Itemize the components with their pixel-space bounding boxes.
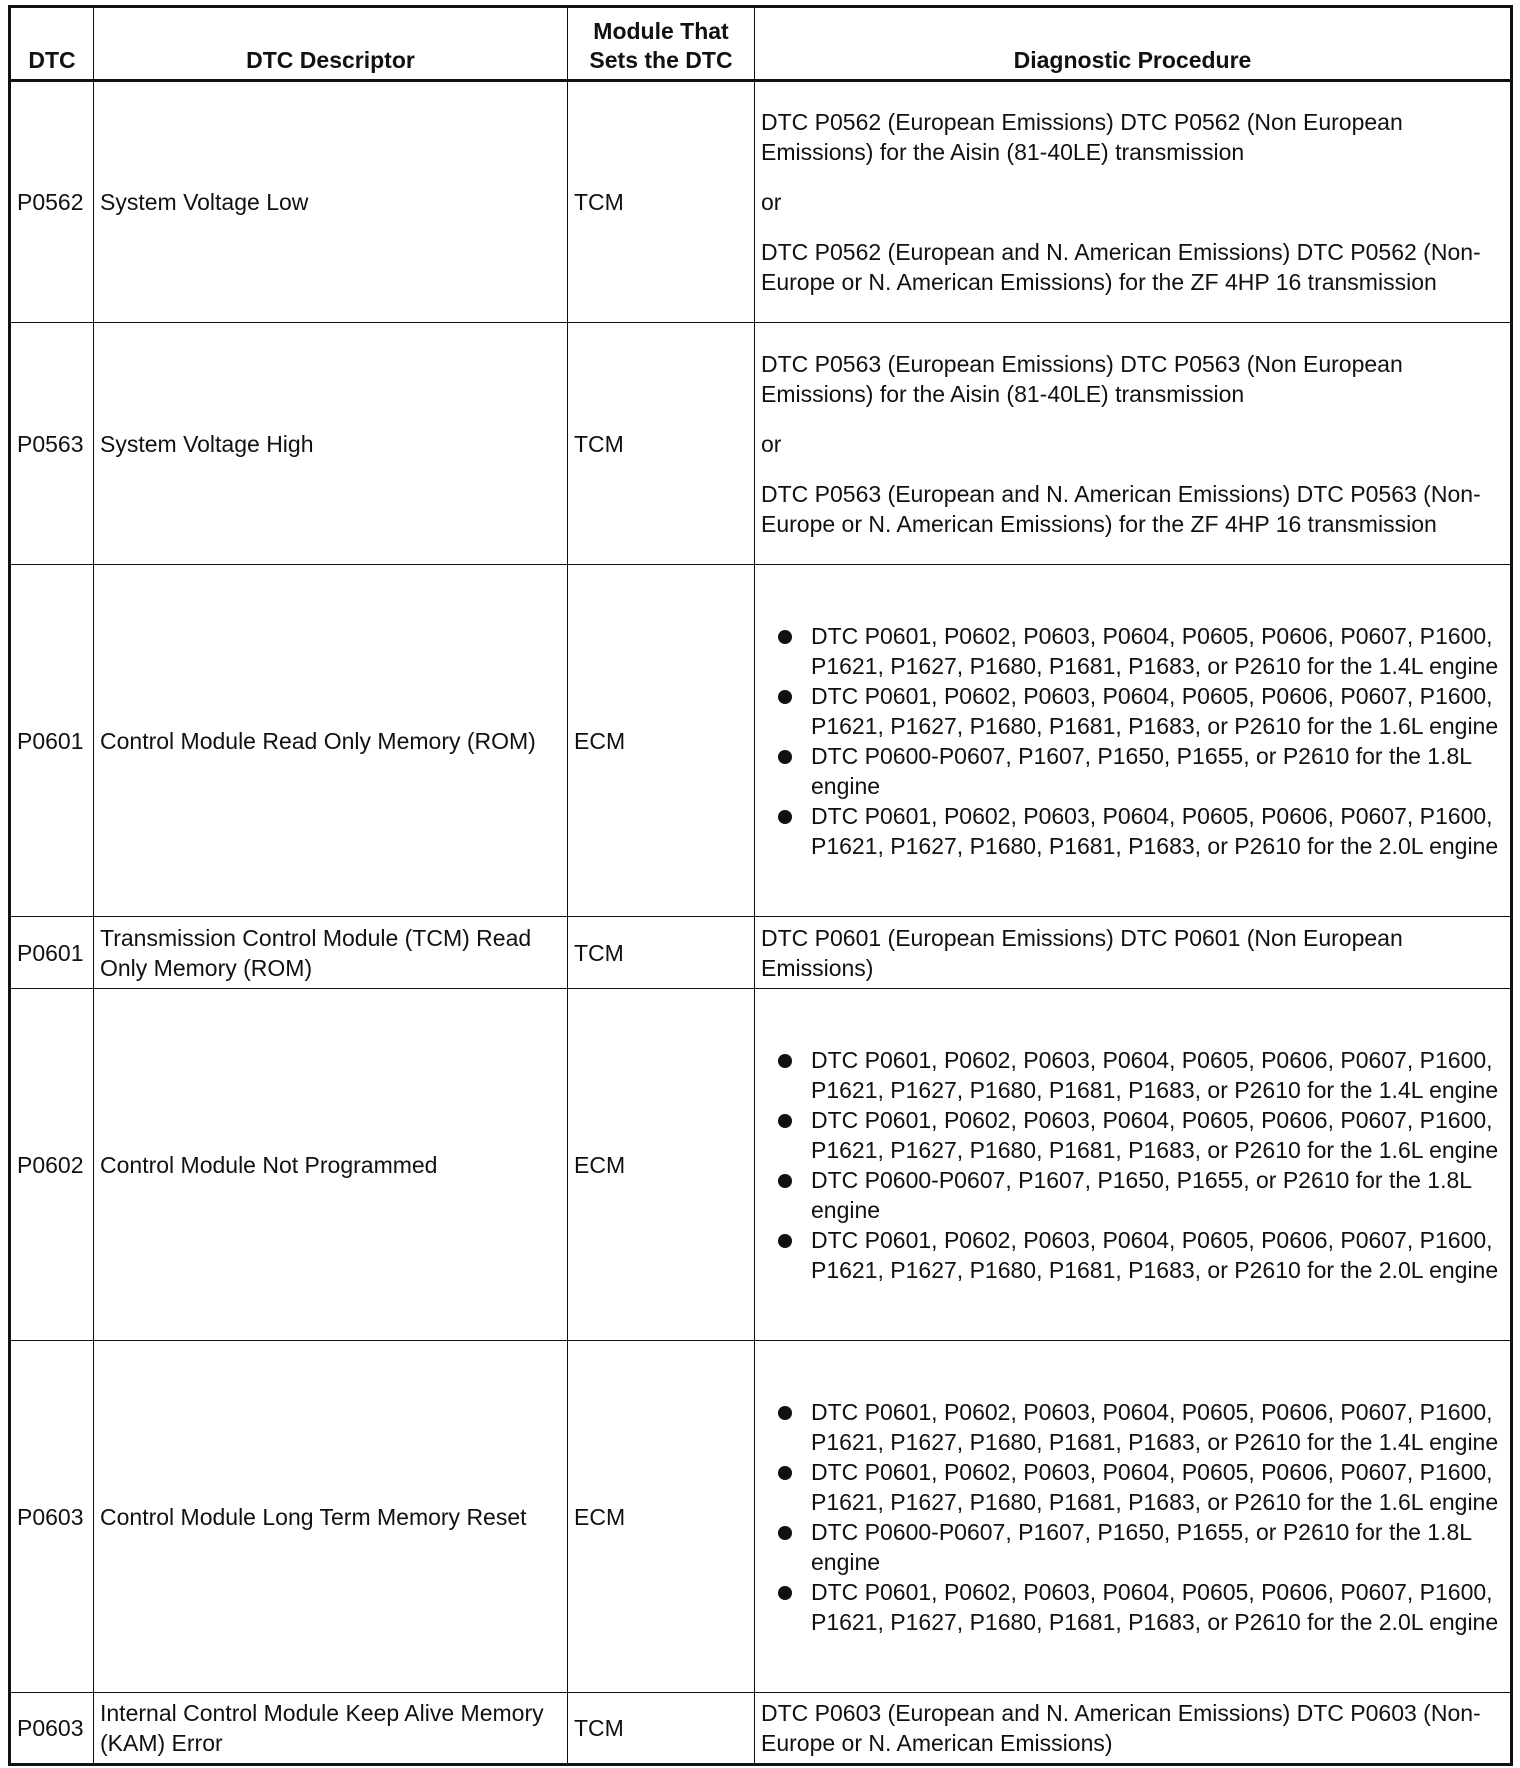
bullet-icon [778, 630, 792, 644]
procedure-list-item[interactable] [761, 1397, 1504, 1457]
dtc-descriptor: Control Module Not Programmed [94, 989, 568, 1341]
dtc-code: P0562 [10, 81, 94, 323]
procedure-list-item[interactable] [761, 1577, 1504, 1637]
procedure-link[interactable]: DTC P0601 (European Emissions) DTC P0601 (Non European Emissions) [761, 924, 1403, 981]
procedure-list-item[interactable] [761, 1225, 1504, 1285]
diagnostic-procedure [755, 917, 1512, 989]
table-row [10, 565, 1512, 917]
dtc-table [8, 5, 1513, 1766]
dtc-code: P0601 [10, 565, 94, 917]
header-dtc: DTC [10, 7, 94, 81]
header-row [10, 7, 1512, 81]
procedure-list-item[interactable] [761, 741, 1504, 801]
procedure-list-item[interactable] [761, 681, 1504, 741]
diagnostic-procedure [755, 1341, 1512, 1693]
module-name: ECM [568, 1341, 755, 1693]
module-name: ECM [568, 989, 755, 1341]
procedure-link[interactable]: DTC P0600-P0607, P1607, P1650, P1655, or P2610 for the 1.8L engine [811, 1518, 1472, 1575]
procedure-list-item[interactable] [761, 621, 1504, 681]
dtc-descriptor: Transmission Control Module (TCM) Read Only Memory (ROM) [94, 917, 568, 989]
diagnostic-procedure [755, 565, 1512, 917]
procedure-list-item[interactable] [761, 1517, 1504, 1577]
dtc-code: P0601 [10, 917, 94, 989]
dtc-descriptor: System Voltage Low [94, 81, 568, 323]
header-module-line1: Module That [593, 18, 729, 44]
table-row [10, 81, 1512, 323]
table-row [10, 917, 1512, 989]
bullet-icon [778, 1466, 792, 1480]
module-name: TCM [568, 323, 755, 565]
procedure-link[interactable]: DTC P0601, P0602, P0603, P0604, P0605, P0606, P0607, P1600, P1621, P1627, P1680, P1681, P1683, or P2610 for the 1.6L engine [811, 1106, 1499, 1163]
procedure-list-item[interactable] [761, 1105, 1504, 1165]
procedure-link[interactable]: DTC P0600-P0607, P1607, P1650, P1655, or P2610 for the 1.8L engine [811, 1166, 1472, 1223]
procedure-list [761, 1045, 1504, 1285]
procedure-link[interactable]: DTC P0601, P0602, P0603, P0604, P0605, P0606, P0607, P1600, P1621, P1627, P1680, P1681, P1683, or P2610 for the 1.6L engine [811, 1458, 1499, 1515]
dtc-descriptor: Control Module Read Only Memory (ROM) [94, 565, 568, 917]
diagnostic-procedure [755, 81, 1512, 323]
header-module-line2: Sets the DTC [589, 47, 733, 73]
procedure-link[interactable]: DTC P0600-P0607, P1607, P1650, P1655, or P2610 for the 1.8L engine [811, 742, 1472, 799]
dtc-code: P0563 [10, 323, 94, 565]
dtc-descriptor: System Voltage High [94, 323, 568, 565]
procedure-link[interactable]: DTC P0563 (European and N. American Emissions) DTC P0563 (Non-Europe or N. American Emissions) for the ZF 4HP 16 transmission [761, 480, 1481, 537]
module-name: TCM [568, 1693, 755, 1765]
header-descriptor: DTC Descriptor [94, 7, 568, 81]
dtc-descriptor: Control Module Long Term Memory Reset [94, 1341, 568, 1693]
table-row [10, 1341, 1512, 1693]
procedure-or: or [761, 189, 782, 215]
procedure-list [761, 621, 1504, 861]
module-name: TCM [568, 917, 755, 989]
module-name: TCM [568, 81, 755, 323]
diagnostic-procedure [755, 1693, 1512, 1765]
procedure-list-item[interactable] [761, 801, 1504, 861]
procedure-link[interactable]: DTC P0601, P0602, P0603, P0604, P0605, P0606, P0607, P1600, P1621, P1627, P1680, P1681, P1683, or P2610 for the 1.6L engine [811, 682, 1499, 739]
header-procedure: Diagnostic Procedure [755, 7, 1512, 81]
procedure-list-item[interactable] [761, 1045, 1504, 1105]
table-row [10, 1693, 1512, 1765]
procedure-link[interactable]: DTC P0601, P0602, P0603, P0604, P0605, P0606, P0607, P1600, P1621, P1627, P1680, P1681, P1683, or P2610 for the 2.0L engine [811, 1578, 1499, 1635]
bullet-icon [778, 690, 792, 704]
diagnostic-procedure [755, 323, 1512, 565]
bullet-icon [778, 1174, 792, 1188]
bullet-icon [778, 1526, 792, 1540]
procedure-list-item[interactable] [761, 1457, 1504, 1517]
dtc-code: P0603 [10, 1693, 94, 1765]
procedure-link[interactable]: DTC P0601, P0602, P0603, P0604, P0605, P0606, P0607, P1600, P1621, P1627, P1680, P1681, P1683, or P2610 for the 1.4L engine [811, 622, 1499, 679]
procedure-or: or [761, 430, 782, 457]
dtc-code: P0602 [10, 989, 94, 1341]
procedure-link[interactable]: DTC P0562 (European Emissions) DTC P0562 (Non European Emissions) for the Aisin (81-40LE) transmission [761, 109, 1403, 165]
bullet-icon [778, 1586, 792, 1600]
procedure-list-item[interactable] [761, 1165, 1504, 1225]
procedure-link[interactable]: DTC P0603 (European and N. American Emissions) DTC P0603 (Non-Europe or N. American Emissions) [761, 1700, 1481, 1756]
module-name: ECM [568, 565, 755, 917]
dtc-code: P0603 [10, 1341, 94, 1693]
diagnostic-procedure [755, 989, 1512, 1341]
table-row [10, 323, 1512, 565]
procedure-list [761, 1397, 1504, 1637]
table-row [10, 989, 1512, 1341]
procedure-link[interactable]: DTC P0601, P0602, P0603, P0604, P0605, P0606, P0607, P1600, P1621, P1627, P1680, P1681, P1683, or P2610 for the 1.4L engine [811, 1046, 1499, 1103]
bullet-icon [778, 1114, 792, 1128]
bullet-icon [778, 750, 792, 764]
bullet-icon [778, 810, 792, 824]
bullet-icon [778, 1406, 792, 1420]
bullet-icon [778, 1234, 792, 1248]
header-module [568, 7, 755, 81]
dtc-descriptor: Internal Control Module Keep Alive Memory (KAM) Error [94, 1693, 568, 1765]
procedure-link[interactable]: DTC P0601, P0602, P0603, P0604, P0605, P0606, P0607, P1600, P1621, P1627, P1680, P1681, P1683, or P2610 for the 2.0L engine [811, 1226, 1499, 1283]
procedure-link[interactable]: DTC P0601, P0602, P0603, P0604, P0605, P0606, P0607, P1600, P1621, P1627, P1680, P1681, P1683, or P2610 for the 1.4L engine [811, 1398, 1499, 1455]
table-body [10, 81, 1512, 1765]
procedure-link[interactable]: DTC P0601, P0602, P0603, P0604, P0605, P0606, P0607, P1600, P1621, P1627, P1680, P1681, P1683, or P2610 for the 2.0L engine [811, 802, 1499, 859]
procedure-link[interactable]: DTC P0563 (European Emissions) DTC P0563 (Non European Emissions) for the Aisin (81-40LE) transmission [761, 350, 1403, 407]
procedure-link[interactable]: DTC P0562 (European and N. American Emissions) DTC P0562 (Non-Europe or N. American Emissions) for the ZF 4HP 16 transmission [761, 239, 1481, 295]
table-header [10, 7, 1512, 81]
bullet-icon [778, 1054, 792, 1068]
